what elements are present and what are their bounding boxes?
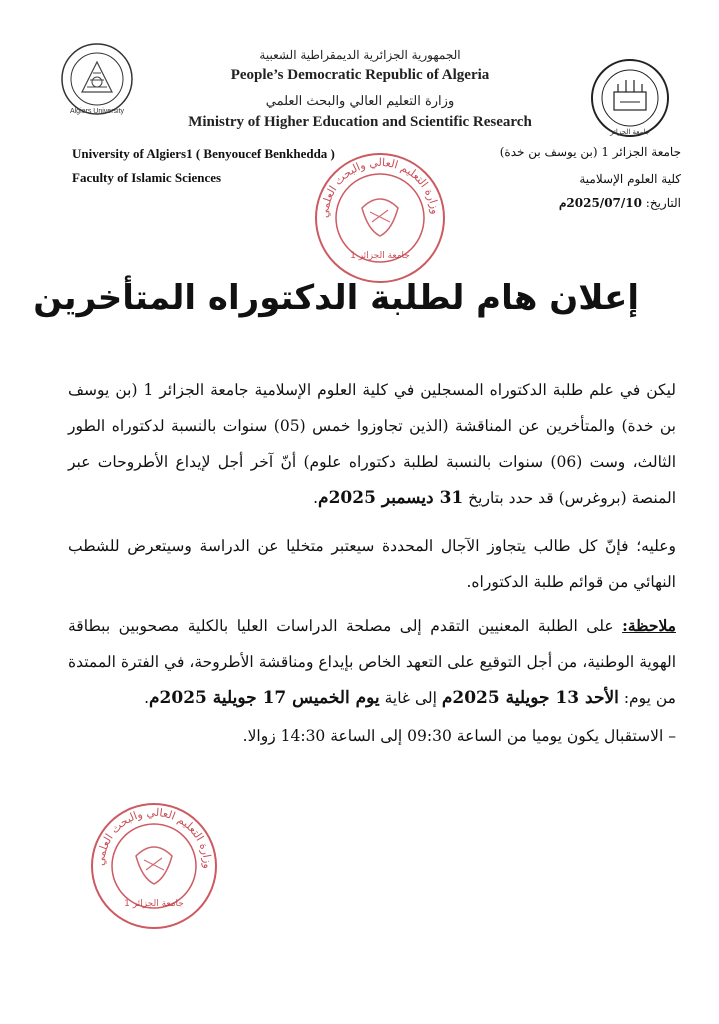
announcement-title: إعلان هام لطلبة الدكتوراه المتأخرين [33,278,639,318]
university-name-arabic: جامعة الجزائر 1 (بن يوسف بن خدة) [499,145,681,159]
country-name-arabic: الجمهورية الجزائرية الديمقراطية الشعبية [259,48,461,62]
stamp-bottom-caption: جامعة الجزائر 1 [124,899,184,909]
date-label: التاريخ: [645,196,681,210]
date-value: 2025/07/10م [558,196,642,210]
faculty-name-english: Faculty of Islamic Sciences [72,170,222,185]
stamp-ring-text: وزارة التعليم العالي والبحث العلمي [317,155,442,219]
stamp-bottom-ring-text: وزارة التعليم العالي والبحث العلمي [93,805,215,869]
faculty-logo [590,58,670,138]
note-start-date: الأحد 13 جويلية 2025م [441,688,619,708]
paragraph-deadline [68,372,676,516]
reception-hours: – الاستقبال يكون يوميا من الساعة 09:30 إلى الساعة 14:30 زوالا. [242,727,676,745]
note-label: ملاحظة: [622,616,676,635]
note-text: على الطلبة المعنيين التقدم إلى مصلحة الدراسات العليا بالكلية مصحوبين ببطاقة الهوية الوطنية، من أجل التوقيع على التعهد الخاص بإيداع ومناقشة الأطروحة، في الفترة الممتدة من يوم: [68,617,676,707]
note-end-punct: . [144,689,149,707]
note-end-date: يوم الخميس 17 جويلية 2025م [149,688,380,708]
ministry-name-english: Ministry of Higher Education and Scientific Research [188,114,532,130]
country-name-english: People’s Democratic Republic of Algeria [230,67,490,83]
university-logo [60,42,134,116]
paragraph-note [68,608,676,716]
paragraph-deadline-end: . [313,489,319,507]
official-stamp-bottom [88,800,220,932]
right-logo-caption: جامعة الجزائر [610,128,650,136]
paragraph-consequence: وعليه؛ فإنّ كل طالب يتجاوز الآجال المحددة سيعتبر متخليا عن الدراسة وسيتعرض للشطب النهائي من قوائم طلبة الدكتوراه. [68,537,676,591]
ministry-name-arabic: وزارة التعليم العالي والبحث العلمي [265,94,455,109]
stamp-bottom-text: جامعة الجزائر 1 [350,251,410,261]
note-mid-text: إلى غاية [379,689,442,707]
deadline-date: 31 ديسمبر 2025م [318,488,464,508]
official-stamp [312,150,448,286]
paragraph-deadline-text: ليكن في علم طلبة الدكتوراه المسجلين في كلية العلوم الإسلامية جامعة الجزائر 1 (بن يوسف بن خدة) والمتأخرين عن المناقشة (الذين تجاوزوا خمس (05) سنوات بالنسبة لدكتوراه الطور الثالث، وست (06) سنوات بالنسبة لطلبة دكتوراه علوم) أنّ آخر أجل لإيداع الأطروحات عبر المنصة (بروغرس) قد حدد بتاريخ [68,381,676,507]
faculty-name-arabic: كلية العلوم الإسلامية [579,172,681,186]
left-logo-caption: Algiers University [69,108,125,115]
university-name-english: University of Algiers1 ( Benyoucef Benkhedda ) [72,146,335,161]
document-date [559,196,681,210]
